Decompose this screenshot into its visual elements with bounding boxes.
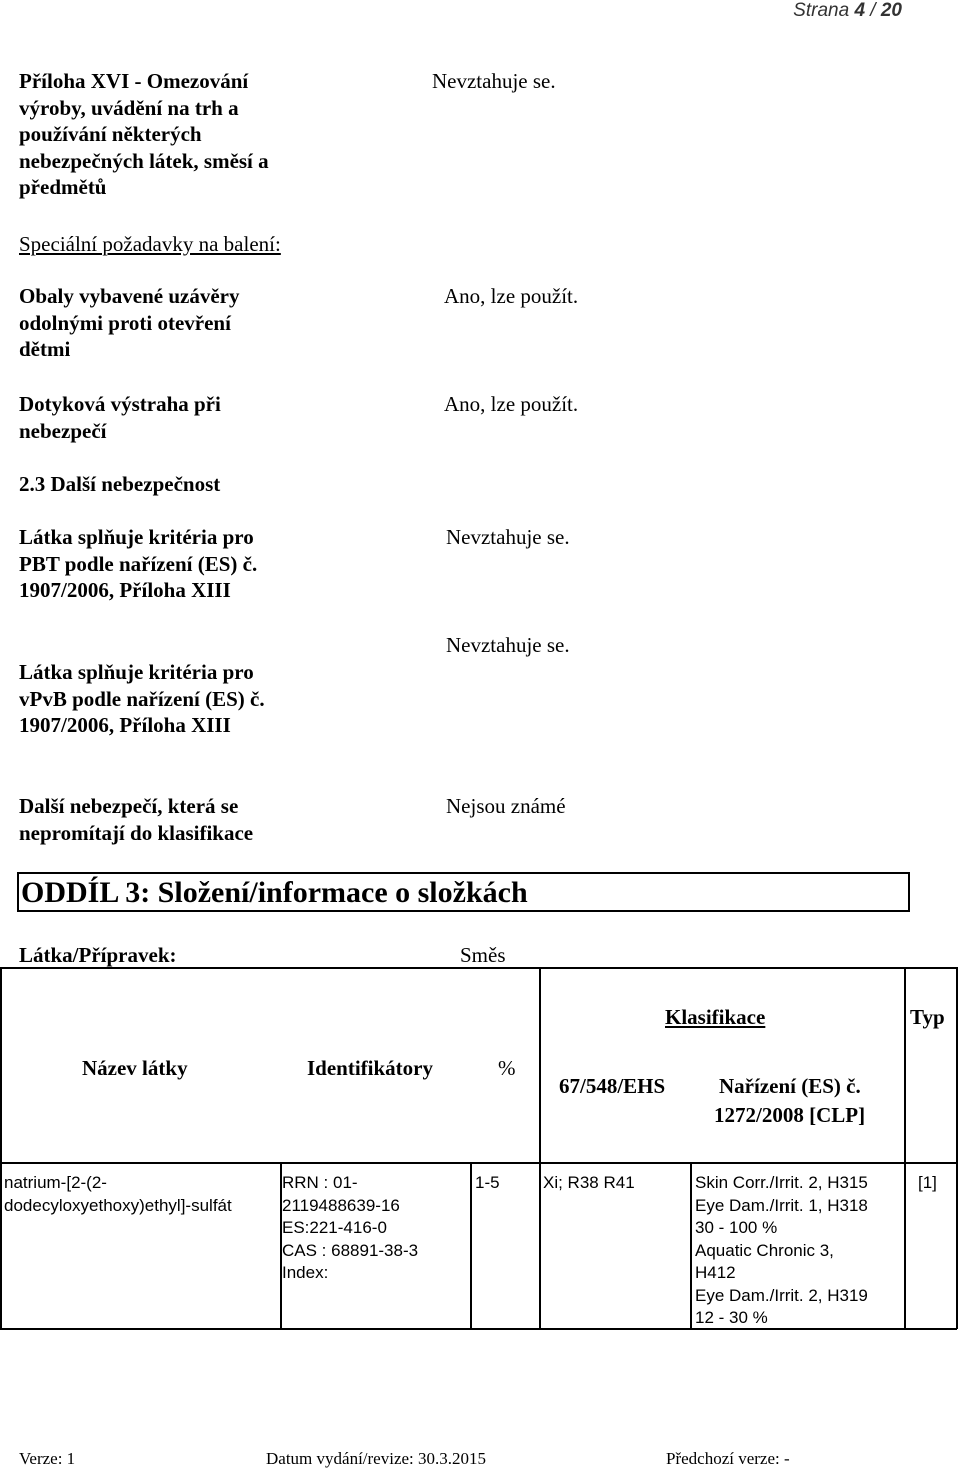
- vpvb-value: Nevztahuje se.: [446, 633, 570, 657]
- row-id-line: ES:221-416-0: [282, 1218, 387, 1237]
- row-clp-classification: [695, 1172, 868, 1330]
- table-top-border: [0, 967, 957, 969]
- row-clp-line: 30 - 100 %: [695, 1218, 778, 1237]
- tactile-warning-value: Ano, lze použít.: [444, 392, 579, 416]
- row-divider-dir: [539, 1162, 541, 1329]
- header-dir-67-548: 67/548/EHS: [559, 1074, 666, 1098]
- other-hazards-heading: 2.3 Další nebezpečnost: [19, 472, 221, 496]
- row-clp-line: Aquatic Chronic 3,: [695, 1240, 834, 1260]
- pbt-value: Nevztahuje se.: [446, 525, 570, 549]
- row-id-line: Index:: [282, 1263, 329, 1282]
- table-right-border: [956, 967, 958, 1329]
- table-left-border: [0, 967, 2, 1329]
- row-dir-classification: Xi; R38 R41: [543, 1173, 635, 1192]
- row-clp-line: Eye Dam./Irrit. 1, H318: [695, 1195, 868, 1215]
- header-identifiers: Identifikátory: [307, 1056, 433, 1080]
- footer-date: Datum vydání/revize: 30.3.2015: [266, 1449, 487, 1468]
- child-closures-label: Obaly vybavené uzávěry odolnými proti otevření dětmi: [19, 284, 240, 361]
- row-substance-name: natrium-[2-(2- dodecyloxyethoxy)ethyl]-sulfát: [4, 1173, 232, 1215]
- pbt-label: Látka splňuje kritéria pro PBT podle nařízení (ES) č. 1907/2006, Příloha XIII: [19, 525, 258, 602]
- header-typ: Typ: [910, 1005, 945, 1029]
- substance-label: Látka/Přípravek:: [19, 943, 177, 967]
- row-id-line: CAS : 68891-38-3: [282, 1240, 419, 1260]
- row-id-line: 2119488639-16: [282, 1195, 400, 1215]
- header-name: Název látky: [82, 1056, 188, 1080]
- header-klasifikace: Klasifikace: [665, 1005, 766, 1029]
- page-number: Strana 4 / 20: [793, 0, 902, 21]
- row-identifiers: [282, 1172, 418, 1285]
- header-divider-klas: [539, 967, 541, 1163]
- row-percent: 1-5: [475, 1173, 500, 1192]
- vpvb-label: Látka splňuje kritéria pro vPvB podle nařízení (ES) č. 1907/2006, Příloha XIII: [19, 660, 265, 737]
- annex-xvi-label: Příloha XVI - Omezování výroby, uvádění na trh a používání některých nebezpečných látek, směsí a předmětů: [19, 69, 269, 199]
- header-clp-line2: 1272/2008 [CLP]: [714, 1103, 866, 1127]
- row-clp-line: H412: [695, 1263, 736, 1282]
- other-hazards-label: Další nebezpečí, která se nepromítají do klasifikace: [19, 794, 254, 845]
- other-hazards-value: Nejsou známé: [446, 794, 566, 818]
- row-id-line: RRN : 01-: [282, 1173, 358, 1192]
- row-divider-clp: [690, 1162, 692, 1329]
- row-clp-line: 12 - 30 %: [695, 1308, 768, 1327]
- footer-previous-version: Předchozí verze: -: [666, 1449, 790, 1468]
- section3-title: ODDÍL 3: Složení/informace o složkách: [21, 876, 528, 909]
- substance-value: Směs: [460, 943, 506, 967]
- row-divider-pct: [470, 1162, 472, 1329]
- header-percent: %: [498, 1056, 516, 1080]
- section3-header: [17, 872, 910, 912]
- annex-xvi-value: Nevztahuje se.: [432, 69, 556, 93]
- packaging-heading: Speciální požadavky na balení:: [19, 232, 281, 256]
- header-clp-line1: Nařízení (ES) č.: [719, 1074, 861, 1098]
- row-clp-line: Eye Dam./Irrit. 2, H319: [695, 1285, 868, 1305]
- header-divider-typ: [904, 967, 906, 1163]
- footer-version: Verze: 1: [19, 1449, 76, 1468]
- row-clp-line: Skin Corr./Irrit. 2, H315: [695, 1173, 868, 1192]
- table-header-separator: [0, 1162, 957, 1164]
- tactile-warning-label: Dotyková výstraha při nebezpečí: [19, 392, 221, 443]
- child-closures-value: Ano, lze použít.: [444, 284, 579, 308]
- row-type: [1]: [918, 1173, 937, 1192]
- row-divider-typ: [904, 1162, 906, 1329]
